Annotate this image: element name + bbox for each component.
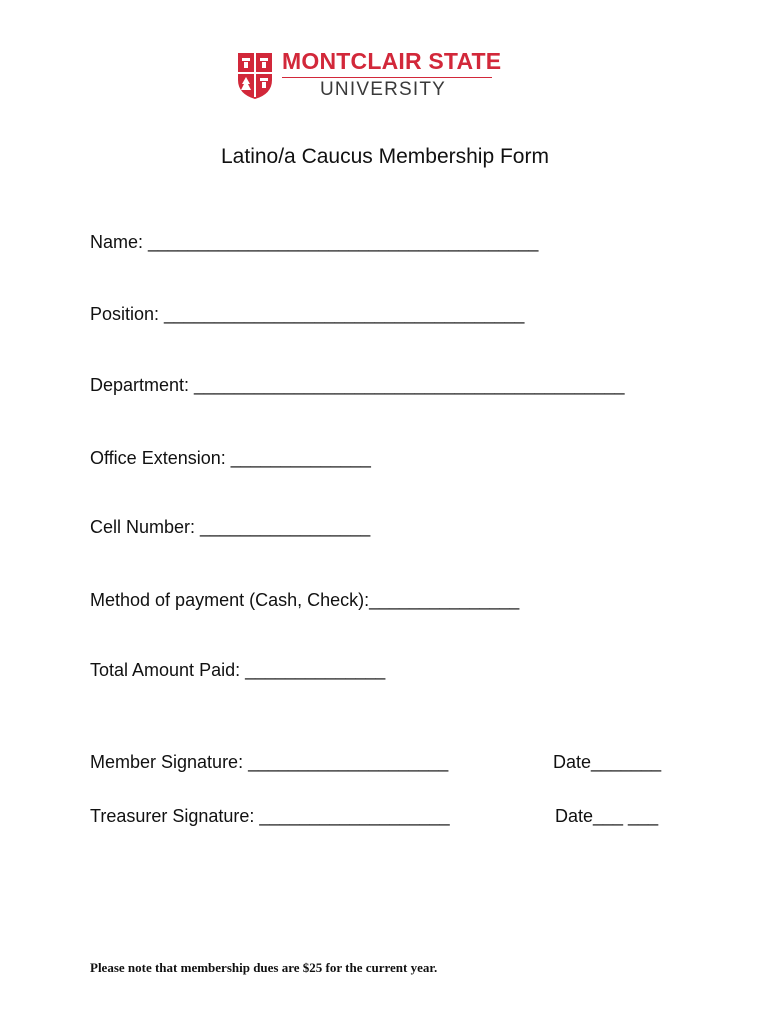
position-field[interactable]: Position: ____________________________________ — [90, 304, 525, 324]
member-signature-field[interactable]: Member Signature: ____________________ — [90, 752, 449, 772]
total-paid-field[interactable]: Total Amount Paid: ______________ — [90, 660, 386, 680]
office-extension-field[interactable]: Office Extension: ______________ — [90, 448, 371, 468]
logo-divider — [282, 77, 492, 78]
name-field[interactable]: Name: _______________________________________ — [90, 232, 539, 252]
dues-note: Please note that membership dues are $25 for the current year. — [90, 960, 438, 975]
treasurer-signature-field[interactable]: Treasurer Signature: ___________________ — [90, 806, 450, 826]
treasurer-date-field[interactable]: Date___ ___ — [555, 806, 659, 826]
department-field[interactable]: Department: ___________________________________________ — [90, 375, 625, 395]
payment-method-field[interactable]: Method of payment (Cash, Check):_______________ — [90, 590, 520, 610]
logo-wordmark-line1: MONTCLAIR STATE — [282, 48, 502, 74]
university-shield-icon — [236, 50, 274, 100]
university-logo — [236, 48, 502, 104]
logo-wordmark-line2: UNIVERSITY — [320, 79, 447, 100]
member-date-field[interactable]: Date_______ — [553, 752, 662, 772]
cell-number-field[interactable]: Cell Number: _________________ — [90, 517, 371, 537]
form-title: Latino/a Caucus Membership Form — [221, 145, 549, 168]
